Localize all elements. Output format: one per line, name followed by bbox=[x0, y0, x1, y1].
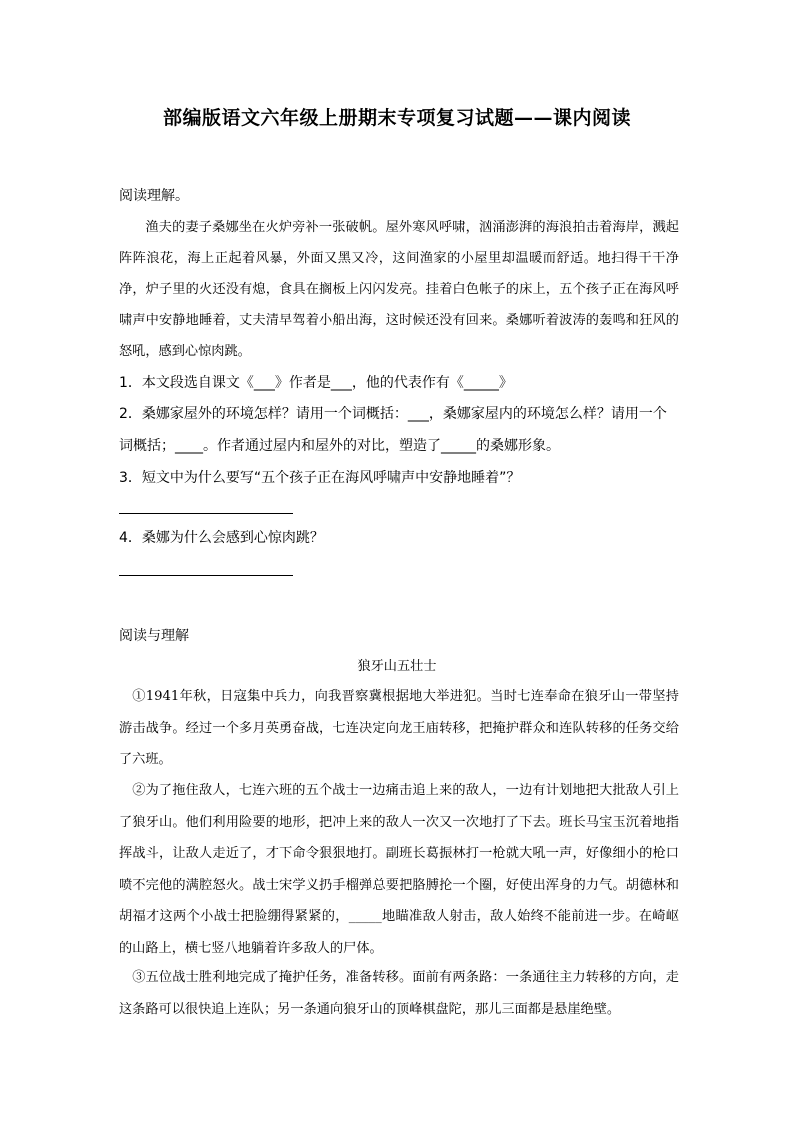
question-4: 4．桑娜为什么会感到心惊肉跳？ bbox=[119, 530, 324, 546]
story-paragraph-1: ①1941年秋，日寇集中兵力，向我晋察冀根据地大举进犯。当时七连奉命在狼牙山一带坚持游击战争。经过一个多月英勇奋战，七连决定向龙王庙转移，把掩护群众和连队转移的任务交给了六班。 bbox=[119, 689, 679, 767]
story-title: 狼牙山五壮士 bbox=[357, 659, 437, 674]
story-paragraph-2: ②为了拖住敌人，七连六班的五个战士一边痛击追上来的敌人，一边有计划地把大批敌人引上了狼牙山。他们利用险要的地形，把冲上来的敌人一次又一次地打了下去。班长马宝玉沉着地指挥战斗，让敌人走近了，才下命令狠狠地打。副班长葛振林打一枪就大吼一声，好像细小的枪口喷不完他的满腔怒火。战士宋学义扔手榴弹总要把胳膊抡一个圈，好使出浑身的力气。胡德林和胡福才这两个小战士把脸绷得紧紧的，_____地瞄准敌人射击，敌人始终不能前进一步。在崎岖的山路上，横七竖八地躺着许多敌人的尸体。 bbox=[119, 783, 679, 956]
question-1: 1．本文段选自课文《___》作者是___，他的代表作有《_____》 bbox=[119, 375, 513, 391]
answer-line-3[interactable] bbox=[119, 513, 293, 514]
question-3: 3．短文中为什么要写“五个孩子正在海风呼啸声中安静地睡着”？ bbox=[119, 470, 521, 486]
document-title: 部编版语文六年级上册期末专项复习试题——课内阅读 bbox=[162, 107, 631, 129]
section1-heading: 阅读理解。 bbox=[119, 188, 189, 204]
section2-heading: 阅读与理解 bbox=[119, 628, 189, 644]
story-paragraph-3: ③五位战士胜利地完成了掩护任务，准备转移。面前有两条路：一条通往主力转移的方向，走这条路可以很快追上连队；另一条通向狼牙山的顶峰棋盘陀，那儿三面都是悬崖绝壁。 bbox=[119, 970, 679, 1017]
answer-line-4[interactable] bbox=[119, 575, 293, 576]
section1-passage: 渔夫的妻子桑娜坐在火炉旁补一张破帆。屋外寒风呼啸，汹涌澎湃的海浪拍击着海岸，溅起阵阵浪花，海上正起着风暴，外面又黑又冷，这间渔家的小屋里却温暖而舒适。地扫得干干净净，炉子里的火还没有熄，食具在搁板上闪闪发亮。挂着白色帐子的床上，五个孩子正在海风呼啸声中安静地睡着，丈夫清早驾着小船出海，这时候还没有回来。桑娜听着波涛的轰鸣和狂风的怒吼，感到心惊肉跳。 bbox=[119, 220, 679, 359]
question-2: 2．桑娜家屋外的环境怎样？请用一个词概括：___，桑娜家屋内的环境怎么样？请用一个词概括；____。作者通过屋内和屋外的对比，塑造了_____的桑娜形象。 bbox=[119, 406, 667, 454]
